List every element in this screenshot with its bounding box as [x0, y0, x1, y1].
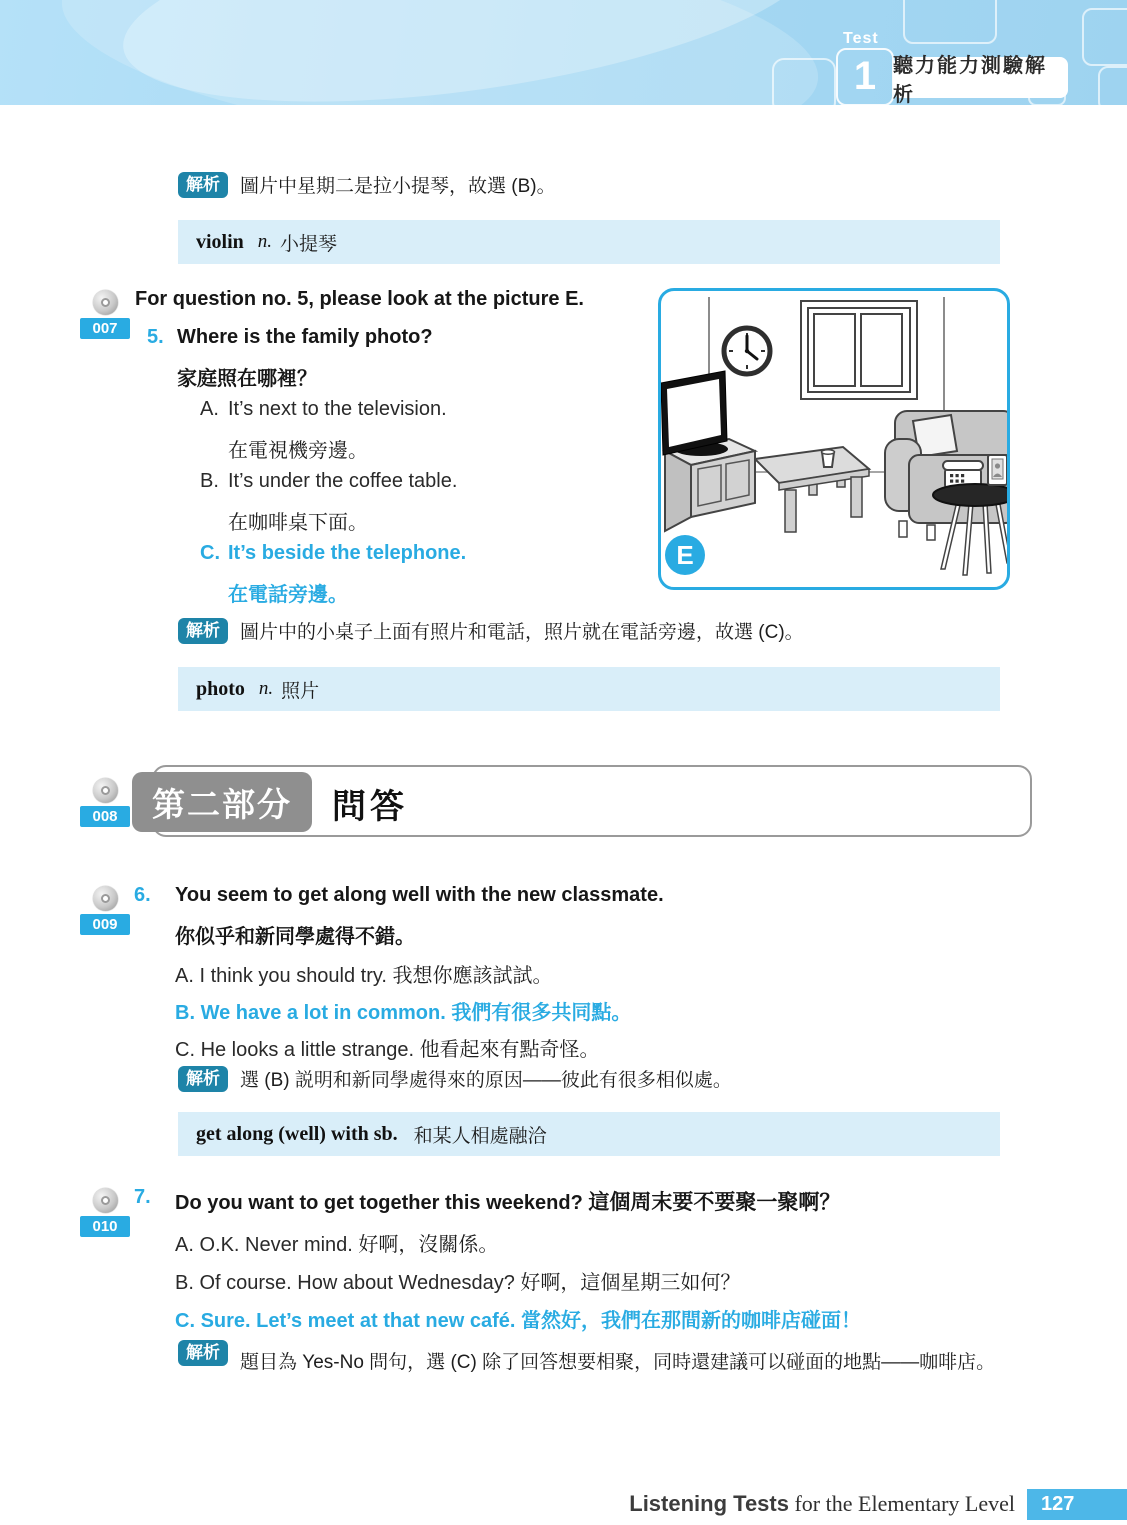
option-letter: C.	[175, 1039, 195, 1061]
test-number: 1	[853, 54, 877, 98]
q6-option-b-correct	[175, 996, 631, 1025]
deco-rect	[1098, 66, 1127, 105]
option-text-en: We have a lot in common.	[200, 1002, 446, 1024]
cd-track-010	[80, 1188, 130, 1237]
picture-e	[658, 288, 1010, 590]
vocab-meaning: 照片	[281, 680, 320, 702]
clock-icon	[724, 328, 770, 374]
option-letter: A.	[175, 965, 194, 987]
q6-question-en: You seem to get along well with the new classmate.	[175, 884, 664, 906]
cd-icon	[93, 778, 118, 803]
cd-track-008	[80, 778, 130, 827]
cd-icon	[93, 1188, 118, 1213]
option-text-zh: 在電話旁邊。	[228, 584, 348, 606]
footer-title	[629, 1491, 1015, 1517]
vocab-box-photo	[178, 667, 1000, 711]
photo-frame-icon	[988, 455, 1007, 485]
window	[801, 301, 917, 399]
deco-rect	[1082, 8, 1127, 66]
vocab-meaning: 和某人相處融洽	[413, 1125, 547, 1147]
q7-question-zh: 這個周末要不要聚一聚啊？	[588, 1191, 841, 1214]
option-text-zh: 在咖啡桌下面。	[228, 512, 368, 534]
television-icon	[661, 371, 728, 456]
q7-option-c-correct	[175, 1304, 861, 1333]
option-text-zh: 在電視機旁邊。	[228, 440, 368, 462]
test-label: Test	[843, 30, 879, 47]
analysis-badge: 解析	[178, 618, 228, 644]
option-text-en: O.K. Never mind.	[199, 1234, 353, 1256]
footer-title-rest: for the Elementary Level	[788, 1491, 1015, 1516]
cd-track-number: 009	[80, 914, 130, 935]
cup-icon	[822, 450, 835, 467]
coffee-table	[755, 447, 869, 532]
q5-question-en: Where is the family photo?	[177, 326, 433, 348]
q7-number: 7.	[134, 1186, 151, 1208]
option-text-en: I think you should try.	[199, 965, 387, 987]
cd-track-009	[80, 886, 130, 935]
option-text-en: Of course. How about Wednesday?	[199, 1272, 515, 1294]
analysis-text: 圖片中的小桌子上面有照片和電話，照片就在電話旁邊，故選 (C)。	[240, 622, 804, 643]
page-number-badge: 127	[1027, 1489, 1127, 1520]
table-top	[933, 484, 1007, 506]
analysis-text: 題目為 Yes-No 問句，選 (C) 除了回答想要相聚，同時還建議可以碰面的地點——咖啡店。	[240, 1352, 996, 1373]
option-letter: B.	[175, 1002, 195, 1024]
analysis-text: 圖片中星期二是拉小提琴，故選 (B)。	[240, 176, 556, 197]
part2-label: 第二部分	[132, 772, 312, 832]
q7-option-a	[175, 1228, 498, 1257]
cd-track-number: 008	[80, 806, 130, 827]
vocab-term: photo	[196, 677, 245, 700]
option-text-en: It’s beside the telephone.	[228, 542, 467, 564]
option-text-zh: 我們有很多共同點。	[451, 1002, 632, 1024]
vocab-box-violin	[178, 220, 1000, 264]
vocab-term: get along (well) with sb.	[196, 1122, 398, 1145]
q5-option-a-zh	[228, 434, 368, 463]
vocab-box-get-along	[178, 1112, 1000, 1156]
q7-option-b	[175, 1266, 740, 1295]
q5-option-b	[200, 470, 457, 493]
q7-question	[175, 1186, 1055, 1216]
option-text-en: It’s next to the television.	[228, 398, 447, 420]
q5-intro: For question no. 5, please look at the picture E.	[135, 288, 584, 310]
q5-option-c-correct	[200, 542, 466, 565]
analysis-row-q5	[178, 618, 804, 646]
analysis-row-q4	[178, 172, 556, 200]
header-book-graphic	[52, 0, 829, 105]
analysis-badge: 解析	[178, 1066, 228, 1092]
q7-question-en: Do you want to get together this weekend?	[175, 1192, 583, 1214]
option-letter: B.	[200, 470, 219, 492]
option-text-zh: 他看起來有點奇怪。	[419, 1039, 600, 1061]
q6-option-c	[175, 1033, 600, 1062]
option-text-zh: 好啊，沒關係。	[358, 1234, 499, 1256]
analysis-badge: 解析	[178, 1340, 228, 1366]
cd-track-number: 010	[80, 1216, 130, 1237]
q5-question-zh: 家庭照在哪裡？	[177, 368, 317, 390]
vocab-pos: n.	[258, 678, 274, 699]
analysis-row-q7	[178, 1340, 1030, 1384]
option-letter: A.	[200, 398, 219, 420]
part2-title: 問答	[332, 789, 408, 826]
picture-label: E	[676, 540, 694, 570]
option-letter: C.	[175, 1310, 195, 1332]
page-title: 聽力能力測驗解析	[893, 57, 1068, 98]
option-text-en: He looks a little strange.	[200, 1039, 414, 1061]
option-letter: A.	[175, 1234, 194, 1256]
option-letter: B.	[175, 1272, 194, 1294]
cd-icon	[93, 290, 118, 315]
analysis-text: 選 (B) 説明和新同學處得來的原因——彼此有很多相似處。	[240, 1070, 732, 1091]
option-letter: C.	[200, 542, 220, 564]
q5-number: 5.	[147, 326, 164, 348]
q5-option-a	[200, 398, 447, 421]
q6-option-a	[175, 959, 553, 988]
living-room-illustration	[661, 291, 1007, 587]
analysis-badge: 解析	[178, 172, 228, 198]
deco-rect	[903, 0, 997, 44]
q5-option-c-zh	[228, 578, 348, 607]
option-text-zh: 當然好，我們在那間新的咖啡店碰面！	[521, 1310, 862, 1332]
q6-question-zh: 你似乎和新同學處得不錯。	[175, 926, 415, 948]
deco-rect	[772, 58, 836, 105]
option-text-zh: 我想你應該試試。	[392, 965, 553, 987]
cd-icon	[93, 886, 118, 911]
option-text-en: Sure. Let’s meet at that new café.	[200, 1310, 516, 1332]
q6-number: 6.	[134, 884, 151, 906]
option-text-en: It’s under the coffee table.	[228, 470, 458, 492]
vocab-term: violin	[196, 230, 244, 253]
option-text-zh: 好啊，這個星期三如何？	[520, 1272, 741, 1294]
analysis-row-q6	[178, 1066, 732, 1094]
part2-banner	[152, 765, 1032, 837]
vocab-meaning: 小提琴	[280, 233, 338, 255]
cd-track-number: 007	[80, 318, 130, 339]
footer-title-bold: Listening Tests	[629, 1491, 789, 1516]
page-header	[0, 0, 1127, 105]
test-number-frame	[836, 48, 894, 105]
cd-track-007	[80, 290, 130, 339]
vocab-pos: n.	[257, 231, 273, 252]
q5-option-b-zh	[228, 506, 368, 535]
